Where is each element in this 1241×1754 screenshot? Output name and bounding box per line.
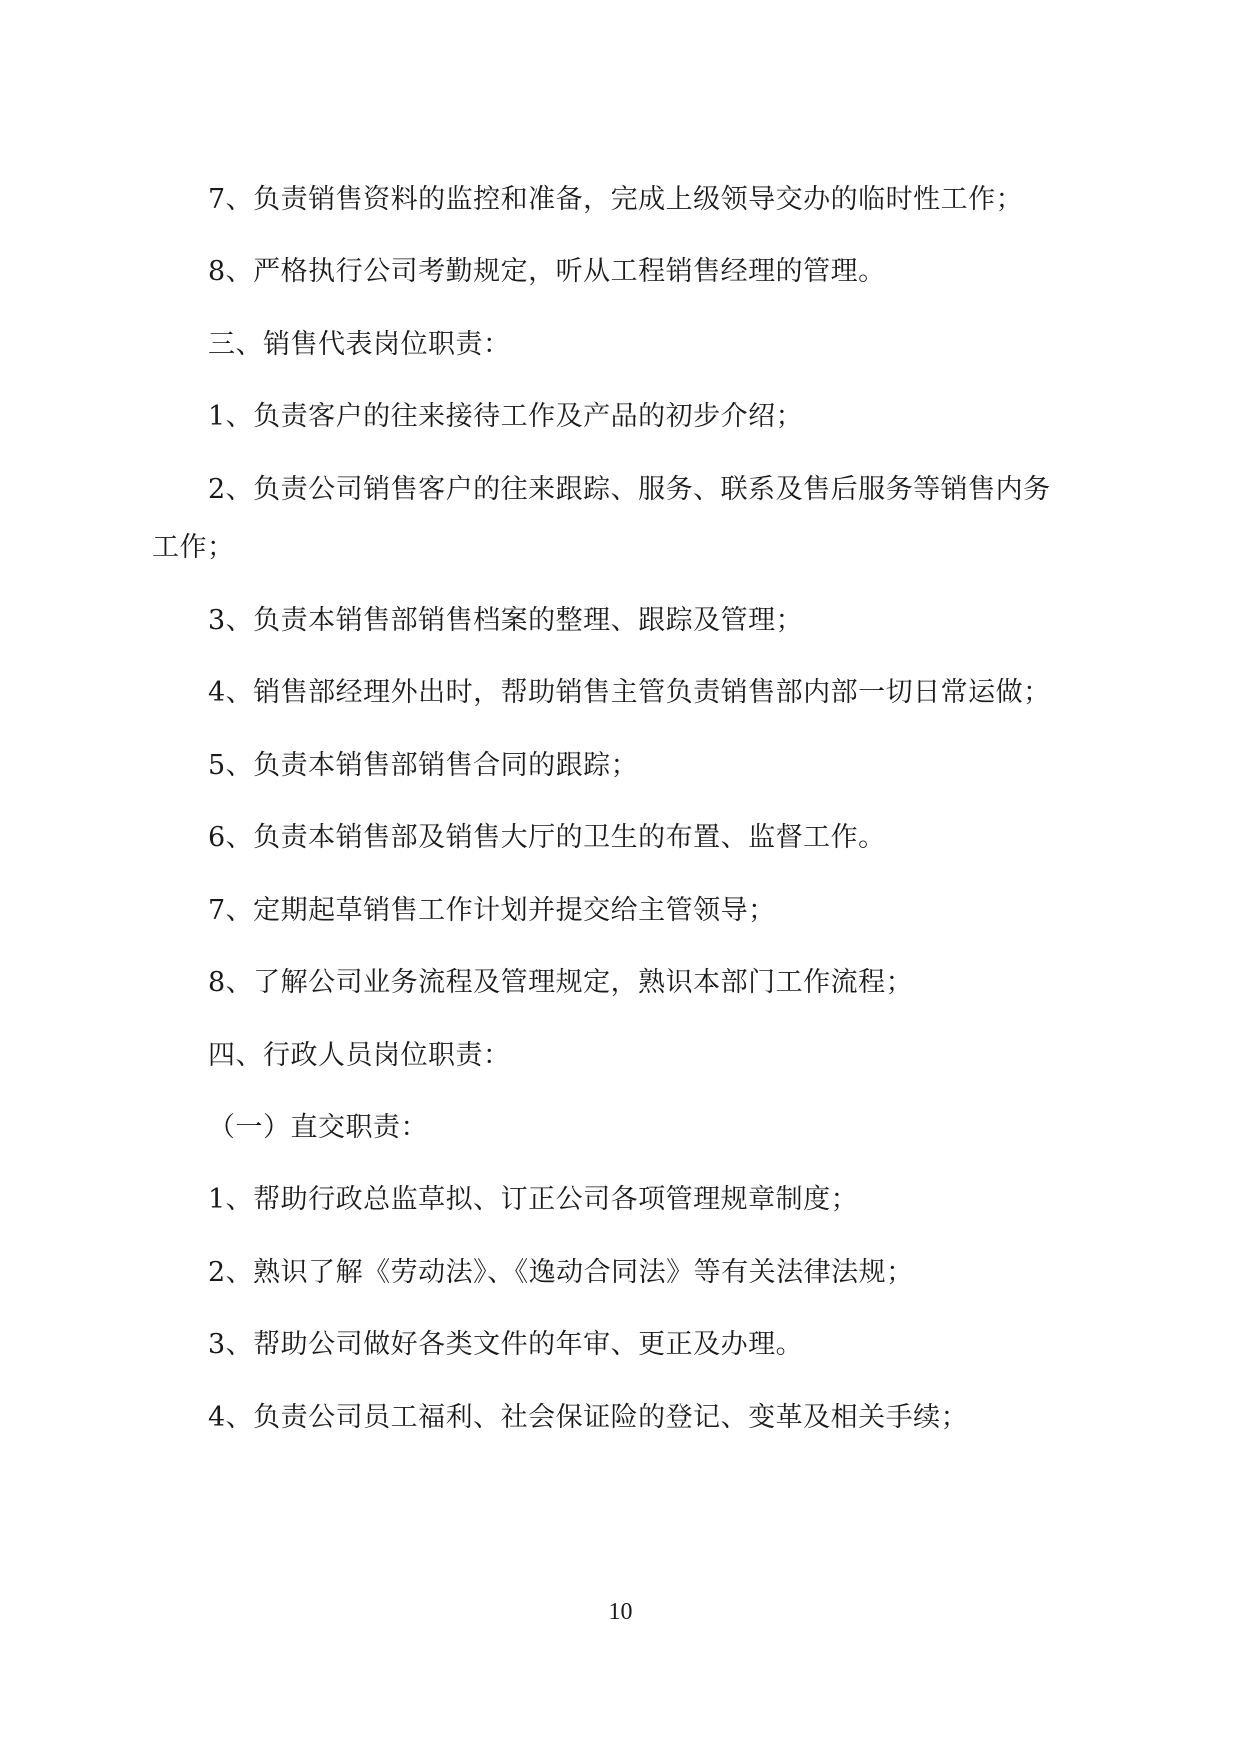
paragraph-line: 8、严格执行公司考勤规定，听从工程销售经理的管理。 [208,256,886,287]
paragraph-line: 7、定期起草销售工作计划并提交给主管领导； [208,895,776,926]
paragraph-line: 5、负责本销售部销售合同的跟踪； [208,750,639,781]
paragraph-line: 8、了解公司业务流程及管理规定，熟识本部门工作流程； [208,967,914,998]
paragraph-line: 7、负责销售资料的监控和准备，完成上级领导交办的临时性工作； [208,184,1024,215]
page-number: 10 [608,1599,633,1625]
section-heading: 四、行政人员岗位职责： [208,1040,511,1071]
paragraph-line: 3、负责本销售部销售档案的整理、跟踪及管理； [208,605,804,636]
paragraph-line: 4、负责公司员工福利、社会保证险的登记、变革及相关手续； [208,1402,969,1433]
paragraph-line: 4、销售部经理外出时，帮助销售主管负责销售部内部一切日常运做； [208,677,1051,708]
subsection-heading: （一）直交职责： [208,1112,428,1143]
paragraph-line: 6、负责本销售部及销售大厅的卫生的布置、监督工作。 [208,822,886,853]
paragraph-line: 1、负责客户的往来接待工作及产品的初步介绍； [208,401,804,432]
section-heading: 三、销售代表岗位职责： [208,329,511,360]
paragraph-line: 1、帮助行政总监草拟、订正公司各项管理规章制度； [208,1184,859,1215]
paragraph-line: 2、熟识了解《劳动法》、《逸动合同法》等有关法律法规； [208,1257,914,1288]
paragraph-line: 3、帮助公司做好各类文件的年审、更正及办理。 [208,1329,804,1360]
paragraph-line-continuation: 工作； [152,532,235,563]
paragraph-line: 2、负责公司销售客户的往来跟踪、服务、联系及售后服务等销售内务 [208,474,1051,505]
